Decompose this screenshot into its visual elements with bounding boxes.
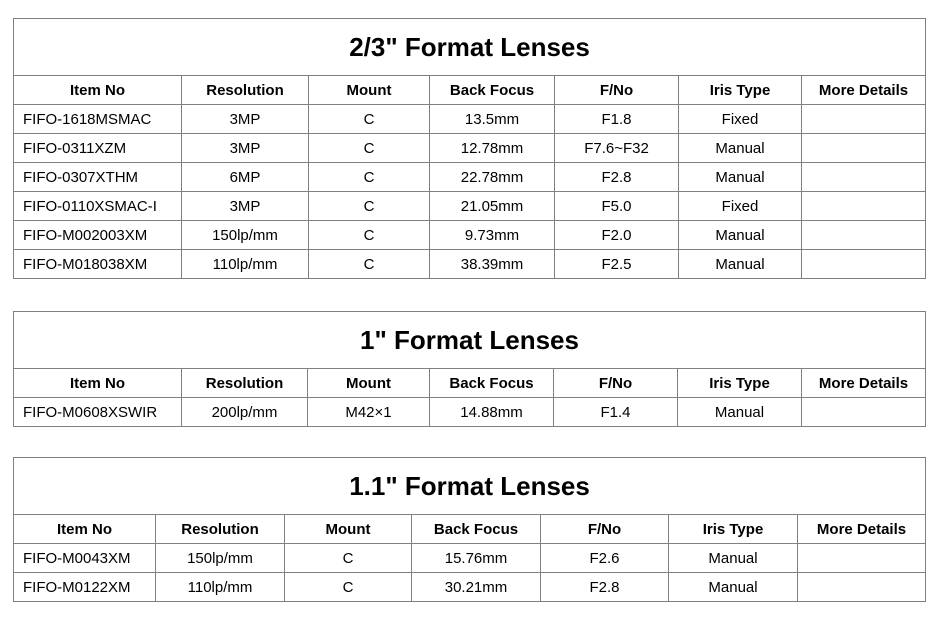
cell-back-focus: 14.88mm	[430, 398, 554, 427]
cell-back-focus: 38.39mm	[430, 250, 555, 279]
lens-table-1-1-format	[13, 457, 926, 602]
cell-back-focus: 12.78mm	[430, 134, 555, 163]
cell-f-no: F2.0	[555, 221, 679, 250]
header-iris-type: Iris Type	[678, 369, 802, 398]
cell-back-focus: 22.78mm	[430, 163, 555, 192]
cell-back-focus: 15.76mm	[412, 544, 541, 573]
header-row	[14, 76, 926, 105]
cell-mount: C	[285, 544, 412, 573]
cell-more-details[interactable]	[802, 250, 926, 279]
header-f-no: F/No	[554, 369, 678, 398]
cell-item-no: FIFO-M0608XSWIR	[14, 398, 182, 427]
cell-mount: C	[309, 192, 430, 221]
cell-f-no: F5.0	[555, 192, 679, 221]
header-iris-type: Iris Type	[679, 76, 802, 105]
cell-f-no: F2.8	[555, 163, 679, 192]
cell-iris-type: Manual	[679, 221, 802, 250]
cell-iris-type: Manual	[669, 573, 798, 602]
table-title: 1" Format Lenses	[14, 312, 926, 369]
cell-resolution: 3MP	[182, 105, 309, 134]
cell-f-no: F1.4	[554, 398, 678, 427]
header-row	[14, 515, 926, 544]
table-row	[14, 250, 926, 279]
cell-more-details[interactable]	[798, 544, 926, 573]
cell-resolution: 150lp/mm	[182, 221, 309, 250]
cell-iris-type: Fixed	[679, 192, 802, 221]
header-back-focus: Back Focus	[412, 515, 541, 544]
cell-f-no: F2.8	[541, 573, 669, 602]
header-resolution: Resolution	[156, 515, 285, 544]
header-item-no: Item No	[14, 76, 182, 105]
table-row	[14, 221, 926, 250]
lens-table-1-format	[13, 311, 926, 427]
cell-item-no: FIFO-M0122XM	[14, 573, 156, 602]
cell-back-focus: 9.73mm	[430, 221, 555, 250]
cell-resolution: 3MP	[182, 192, 309, 221]
header-more-details: More Details	[802, 369, 926, 398]
cell-item-no: FIFO-0110XSMAC-I	[14, 192, 182, 221]
table-row	[14, 134, 926, 163]
cell-more-details[interactable]	[802, 134, 926, 163]
header-resolution: Resolution	[182, 76, 309, 105]
cell-back-focus: 30.21mm	[412, 573, 541, 602]
table-row	[14, 398, 926, 427]
cell-item-no: FIFO-0311XZM	[14, 134, 182, 163]
header-mount: Mount	[285, 515, 412, 544]
header-f-no: F/No	[555, 76, 679, 105]
cell-more-details[interactable]	[798, 573, 926, 602]
cell-mount: C	[309, 105, 430, 134]
cell-mount: C	[309, 134, 430, 163]
cell-resolution: 200lp/mm	[182, 398, 308, 427]
cell-resolution: 150lp/mm	[156, 544, 285, 573]
cell-f-no: F1.8	[555, 105, 679, 134]
cell-back-focus: 21.05mm	[430, 192, 555, 221]
cell-f-no: F2.6	[541, 544, 669, 573]
table-row	[14, 105, 926, 134]
cell-more-details[interactable]	[802, 398, 926, 427]
cell-item-no: FIFO-M018038XM	[14, 250, 182, 279]
table-row	[14, 163, 926, 192]
table-row	[14, 544, 926, 573]
cell-item-no: FIFO-0307XTHM	[14, 163, 182, 192]
header-more-details: More Details	[798, 515, 926, 544]
header-resolution: Resolution	[182, 369, 308, 398]
header-mount: Mount	[309, 76, 430, 105]
cell-mount: C	[309, 250, 430, 279]
cell-iris-type: Manual	[679, 250, 802, 279]
table-title: 2/3" Format Lenses	[14, 19, 926, 76]
cell-more-details[interactable]	[802, 221, 926, 250]
cell-item-no: FIFO-M0043XM	[14, 544, 156, 573]
cell-resolution: 3MP	[182, 134, 309, 163]
cell-iris-type: Manual	[679, 163, 802, 192]
cell-item-no: FIFO-M002003XM	[14, 221, 182, 250]
cell-mount: C	[309, 163, 430, 192]
cell-more-details[interactable]	[802, 105, 926, 134]
header-f-no: F/No	[541, 515, 669, 544]
table-row	[14, 573, 926, 602]
cell-iris-type: Manual	[678, 398, 802, 427]
cell-mount: M42×1	[308, 398, 430, 427]
cell-mount: C	[309, 221, 430, 250]
header-row	[14, 369, 926, 398]
cell-more-details[interactable]	[802, 192, 926, 221]
header-more-details: More Details	[802, 76, 926, 105]
header-mount: Mount	[308, 369, 430, 398]
cell-resolution: 110lp/mm	[156, 573, 285, 602]
cell-iris-type: Manual	[679, 134, 802, 163]
cell-resolution: 6MP	[182, 163, 309, 192]
header-item-no: Item No	[14, 369, 182, 398]
header-back-focus: Back Focus	[430, 369, 554, 398]
cell-more-details[interactable]	[802, 163, 926, 192]
table-title: 1.1" Format Lenses	[14, 458, 926, 515]
cell-f-no: F7.6~F32	[555, 134, 679, 163]
header-item-no: Item No	[14, 515, 156, 544]
cell-iris-type: Fixed	[679, 105, 802, 134]
cell-item-no: FIFO-1618MSMAC	[14, 105, 182, 134]
cell-back-focus: 13.5mm	[430, 105, 555, 134]
table-row	[14, 192, 926, 221]
cell-resolution: 110lp/mm	[182, 250, 309, 279]
cell-iris-type: Manual	[669, 544, 798, 573]
header-back-focus: Back Focus	[430, 76, 555, 105]
cell-mount: C	[285, 573, 412, 602]
header-iris-type: Iris Type	[669, 515, 798, 544]
lens-table-2-3-format	[13, 18, 926, 279]
cell-f-no: F2.5	[555, 250, 679, 279]
